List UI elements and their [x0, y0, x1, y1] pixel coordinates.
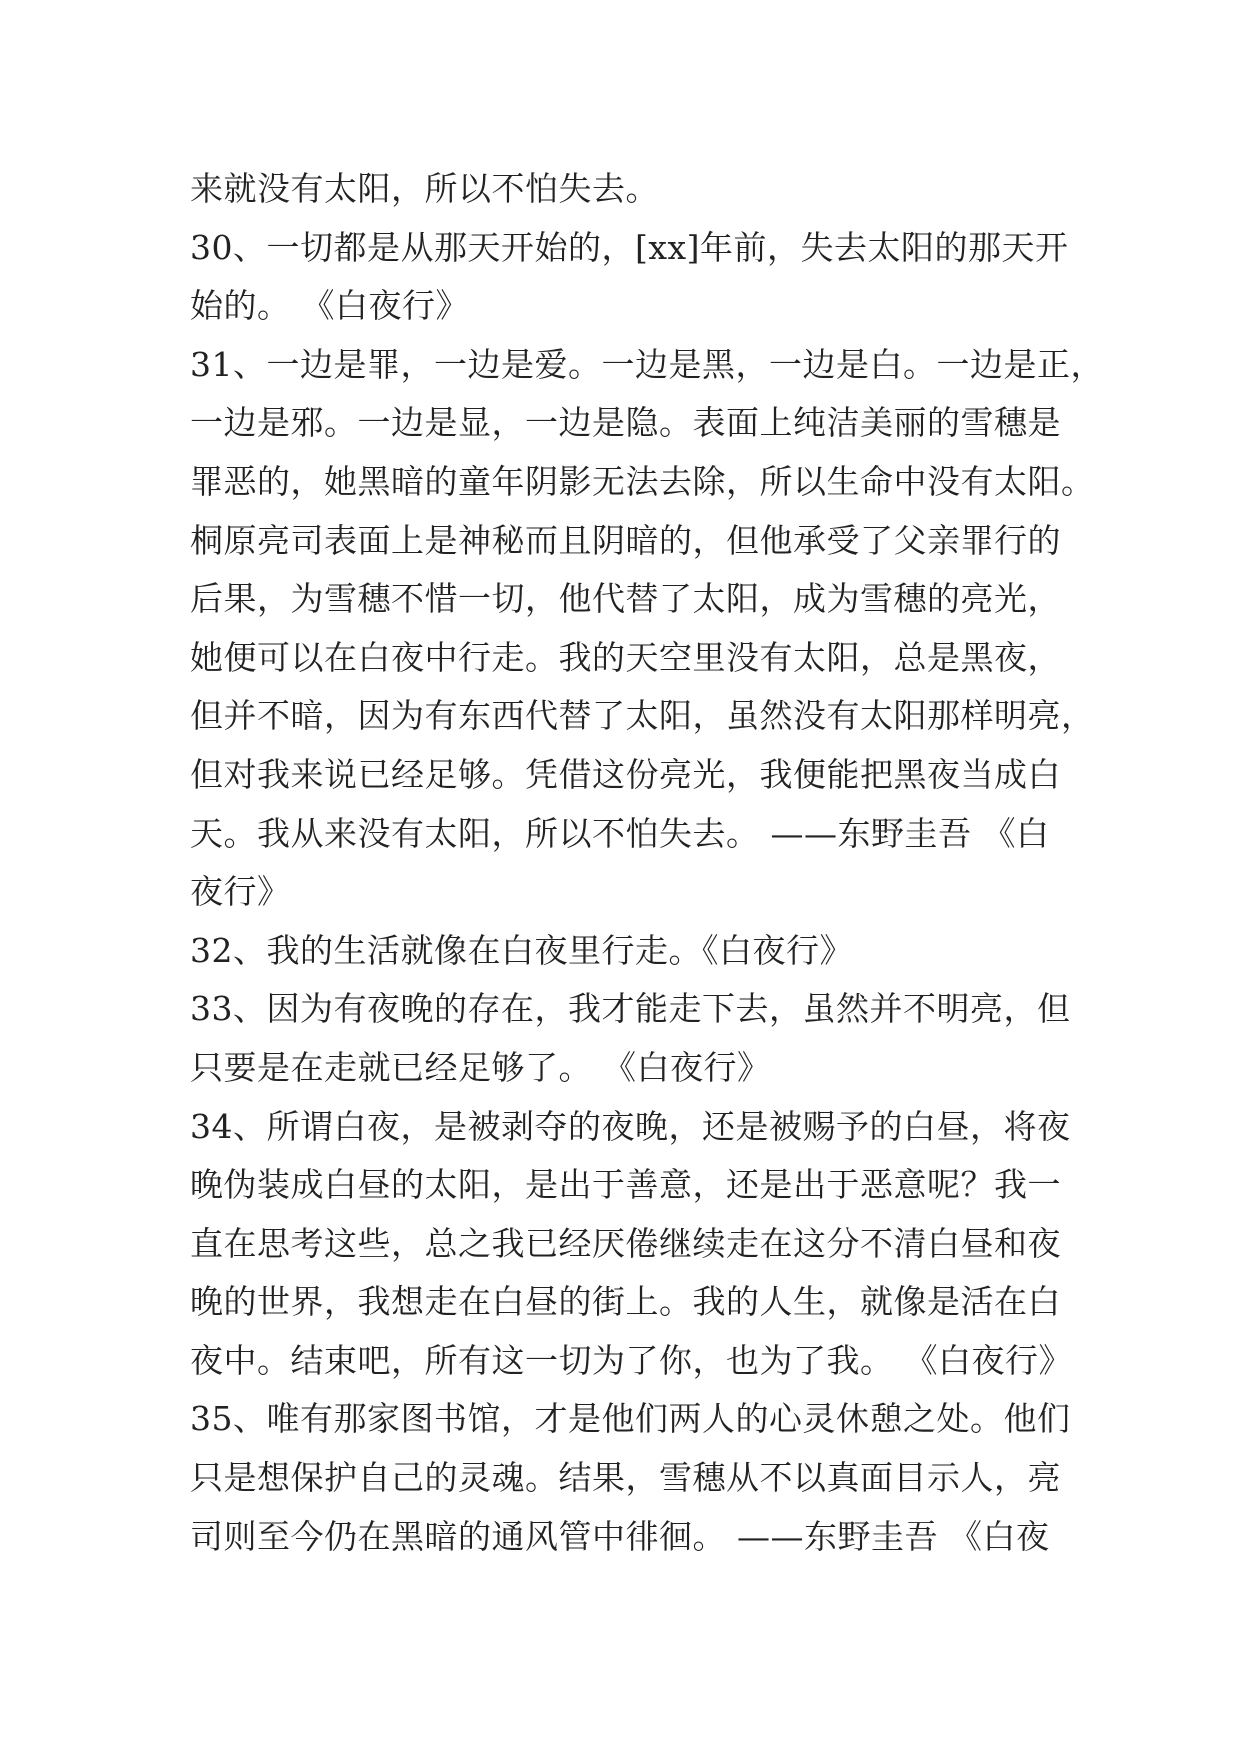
document-body: [190, 160, 1104, 1566]
text-line: 但并不暗，因为有东西代替了太阳，虽然没有太阳那样明亮，: [190, 696, 1095, 736]
text-line: 32、我的生活就像在白夜里行走。《白夜行》: [190, 930, 853, 970]
text-line: 但对我来说已经足够。凭借这份亮光，我便能把黑夜当成白: [190, 754, 1061, 794]
text-line: 后果，为雪穗不惜一切，他代替了太阳，成为雪穗的亮光，: [190, 579, 1061, 619]
text-line: 只是想保护自己的灵魂。结果，雪穗从不以真面目示人，亮: [190, 1458, 1061, 1498]
text-line: 一边是邪。一边是显，一边是隐。表面上纯洁美丽的雪穗是: [190, 403, 1061, 443]
text-line: 直在思考这些，总之我已经厌倦继续走在这分不清白昼和夜: [190, 1223, 1061, 1263]
text-line: 来就没有太阳，所以不怕失去。: [190, 169, 659, 208]
text-line: 只要是在走就已经足够了。 《白夜行》: [190, 1047, 771, 1087]
text-line: 34、所谓白夜，是被剥夺的夜晚，还是被赐予的白昼，将夜: [190, 1106, 1071, 1146]
text-line: 夜行》: [190, 872, 291, 912]
text-line: 33、因为有夜晚的存在，我才能走下去，虽然并不明亮，但: [190, 989, 1071, 1029]
text-line: 司则至今仍在黑暗的通风管中徘徊。 ——东野圭吾 《白夜: [190, 1516, 1050, 1556]
text-line: 35、唯有那家图书馆，才是他们两人的心灵休憩之处。他们: [190, 1399, 1071, 1439]
text-line: 夜中。结束吧，所有这一切为了你，也为了我。 《白夜行》: [190, 1340, 1072, 1380]
text-line: 始的。 《白夜行》: [190, 286, 469, 326]
text-line: 她便可以在白夜中行走。我的天空里没有太阳，总是黑夜，: [190, 637, 1061, 677]
text-line: 罪恶的，她黑暗的童年阴影无法去除，所以生命中没有太阳。: [190, 461, 1095, 501]
text-line: 天。我从来没有太阳，所以不怕失去。 ——东野圭吾 《白: [190, 813, 1050, 853]
text-line: 30、一切都是从那天开始的，[xx]年前，失去太阳的那天开: [190, 227, 1069, 267]
text-line: 晚的世界，我想走在白昼的街上。我的人生，就像是活在白: [190, 1282, 1061, 1322]
text-line: 晚伪装成白昼的太阳，是出于善意，还是出于恶意呢？我一: [190, 1165, 1061, 1205]
text-line: 31、一边是罪，一边是爱。一边是黑，一边是白。一边是正，: [190, 344, 1104, 384]
text-line: 桐原亮司表面上是神秘而且阴暗的，但他承受了父亲罪行的: [190, 520, 1061, 560]
